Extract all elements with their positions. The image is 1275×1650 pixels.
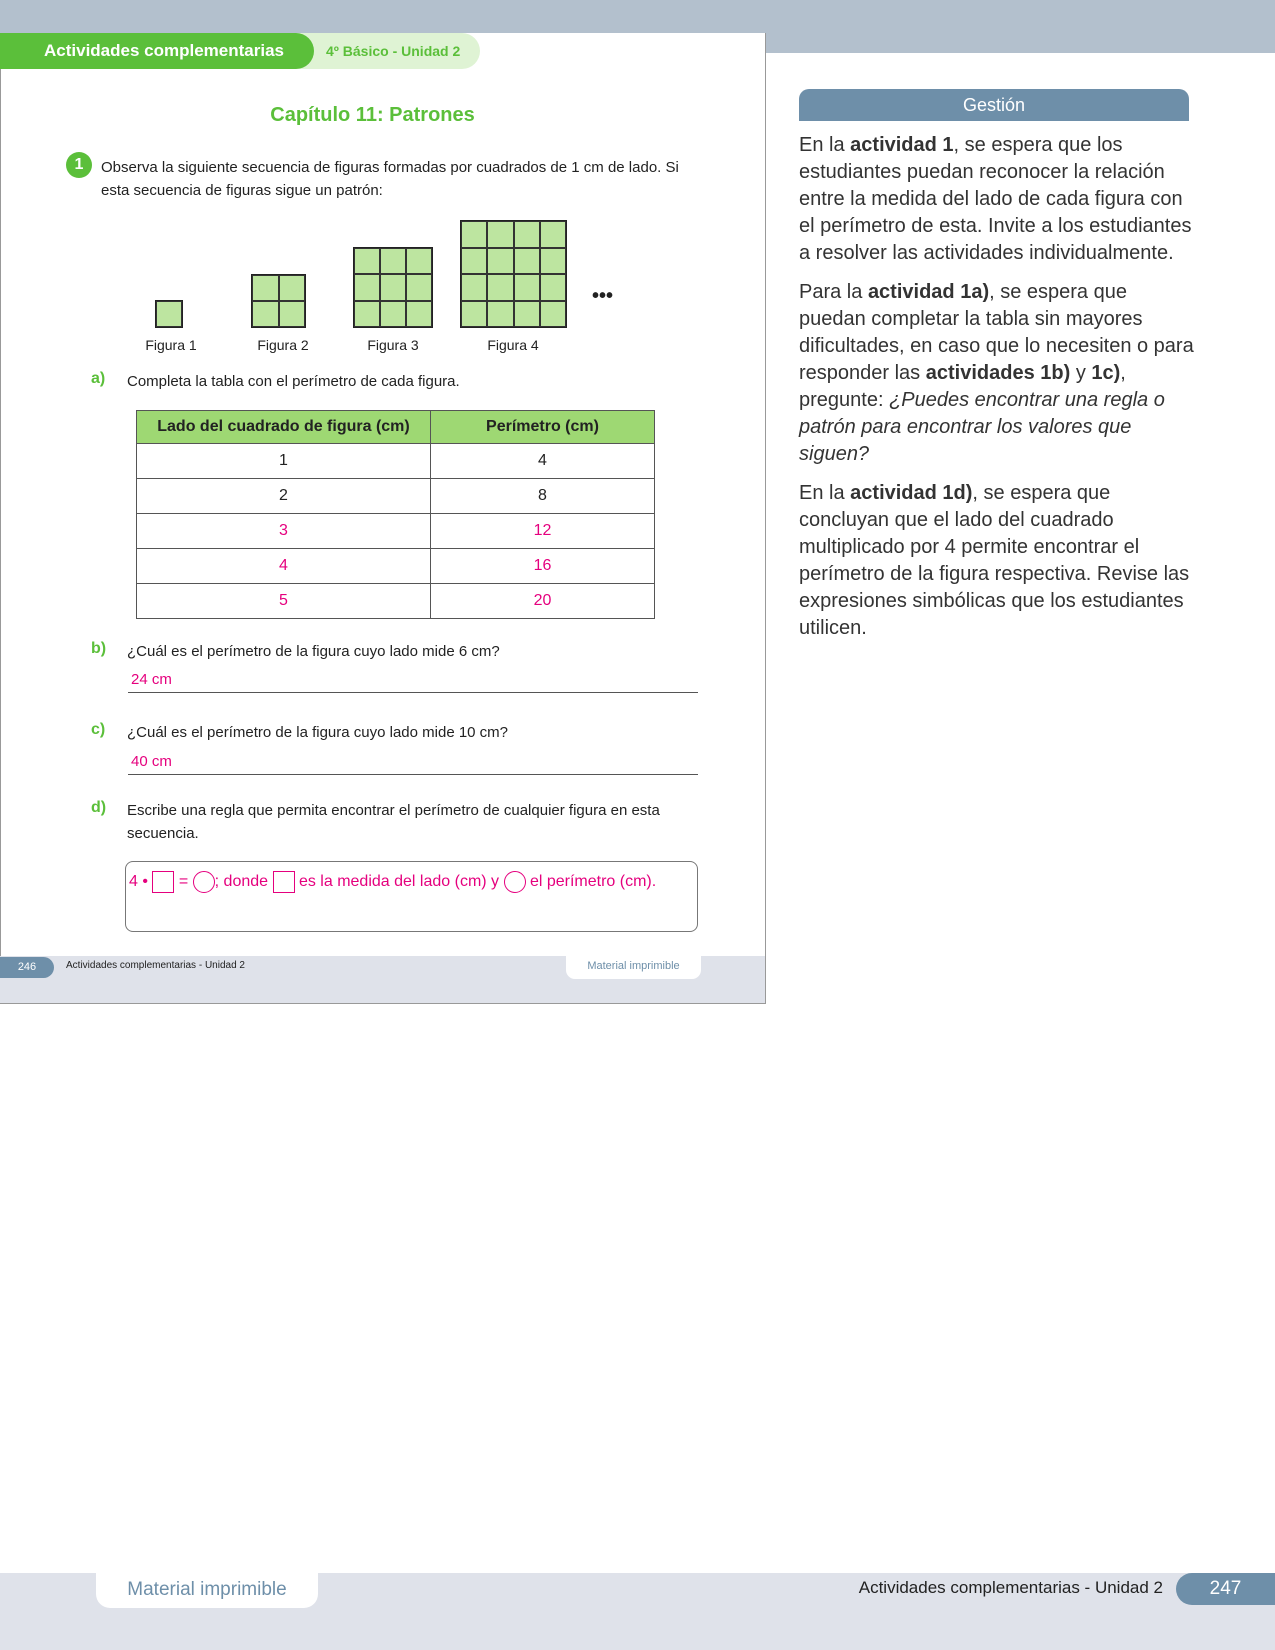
figure-1 [155,300,183,328]
footer-text: Actividades complementarias - Unidad 2 [858,1578,1163,1597]
top-band [0,0,766,33]
top-band-right [766,0,1275,53]
unit-square [540,301,566,328]
rule-text: 4 • [129,873,148,890]
table-cell: 1 [137,444,431,479]
unit-square [461,301,487,328]
rule-answer [129,868,695,896]
figure-label: Figura 3 [367,337,419,353]
table-header: Lado del cuadrado de figura (cm) [137,411,431,444]
table-cell-answer[interactable]: 5 [137,584,431,619]
item-c-text: ¿Cuál es el perímetro de la figura cuyo lado mide 10 cm? [127,724,509,741]
material-imprimible-tab-left: Material imprimible [566,955,701,979]
table-cell: 8 [431,479,655,514]
answer-line [128,692,698,693]
unit-square [487,221,513,248]
table-cell-answer[interactable]: 16 [431,549,655,584]
figure-label: Figura 2 [257,337,309,353]
gestion-header: Gestión [799,89,1189,121]
table-cell-answer[interactable]: 20 [431,584,655,619]
section-tab: Actividades complementarias [0,33,314,69]
rule-text: ; donde [214,873,269,890]
unit-square [380,274,406,300]
grade-unit-tab: 4º Básico - Unidad 2 [290,33,480,69]
figure-3 [353,247,433,328]
unit-square [540,274,566,301]
perimeter-table [136,410,655,619]
gestion-paragraph-3: En la actividad 1d), se espera que concluyan que el lado del cuadrado multiplicado por 4 permite encontrar el perímetro de la figura respectiva. Revise las expresiones simbólicas que los estudiantes utilicen. [799,482,1190,639]
unit-square [354,301,380,327]
table-cell-answer[interactable]: 12 [431,514,655,549]
material-imprimible-tab: Material imprimible [96,1573,318,1608]
answer-b[interactable]: 24 cm [131,671,172,688]
unit-square [354,274,380,300]
table-row [137,549,655,584]
unit-square [380,248,406,274]
table-cell-answer[interactable]: 3 [137,514,431,549]
unit-square [487,248,513,275]
table-cell: 2 [137,479,431,514]
unit-square [354,248,380,274]
item-a-label: a) [91,370,106,387]
unit-square [406,274,432,300]
chapter-title: Capítulo 11: Patrones [270,104,475,126]
figure-4 [460,220,567,328]
table-row [137,444,655,479]
gestion-paragraph-2: Para la actividad 1a), se espera que puedan completar la tabla sin mayores dificultades, en caso que lo necesiten o para responder las actividades 1b) y 1c), pregunte: ¿Puedes encontrar una regla o patrón para encontrar los valores que siguen? [799,281,1194,465]
rule-text: es la medida del lado (cm) y [298,873,500,890]
unit-square [461,221,487,248]
item-d-label: d) [91,799,107,816]
square-symbol [152,871,174,893]
unit-square [487,274,513,301]
unit-square [514,221,540,248]
activity-prompt: Observa la siguiente secuencia de figuras formadas por cuadrados de 1 cm de lado. Si esta secuencia de figuras sigue un patrón: [101,159,679,199]
unit-square [461,274,487,301]
unit-square [540,248,566,275]
figure-2 [251,274,306,328]
answer-c[interactable]: 40 cm [131,753,172,770]
page-number-left: 246 [0,957,54,978]
item-c-label: c) [91,721,106,738]
ellipsis: ••• [592,285,614,307]
item-b-text: ¿Cuál es el perímetro de la figura cuyo lado mide 6 cm? [127,643,500,660]
activity-number-badge: 1 [66,152,92,178]
unit-square [406,301,432,327]
answer-line [128,774,698,775]
circle-symbol [193,871,215,893]
table-row [137,479,655,514]
item-d-text: Escribe una regla que permita encontrar el perímetro de cualquier figura en esta secuencia. [127,802,660,842]
item-b-label: b) [91,640,107,657]
circle-symbol [504,871,526,893]
square-symbol [273,871,295,893]
rule-text: el perímetro (cm). [529,873,657,890]
page-number: 247 [1176,1573,1275,1605]
figure-label: Figura 4 [487,337,539,353]
unit-square [461,248,487,275]
table-row [137,514,655,549]
unit-square [487,301,513,328]
figure-label: Figura 1 [145,337,197,353]
rule-text: = [178,873,189,890]
unit-square [380,301,406,327]
item-a-text: Completa la tabla con el perímetro de cada figura. [127,373,460,390]
unit-square [540,221,566,248]
table-row [137,584,655,619]
unit-square [514,274,540,301]
gestion-paragraph-1: En la actividad 1, se espera que los estudiantes puedan reconocer la relación entre la medida del lado de cada figura con el perímetro de esta. Invite a los estudiantes a resolver las actividades individualmente. [799,134,1192,264]
gestion-column [799,132,1194,654]
unit-square [514,301,540,328]
unit-square [406,248,432,274]
table-cell: 4 [431,444,655,479]
table-header: Perímetro (cm) [431,411,655,444]
unit-square [514,248,540,275]
footer-text-left: Actividades complementarias - Unidad 2 [66,960,245,971]
table-cell-answer[interactable]: 4 [137,549,431,584]
